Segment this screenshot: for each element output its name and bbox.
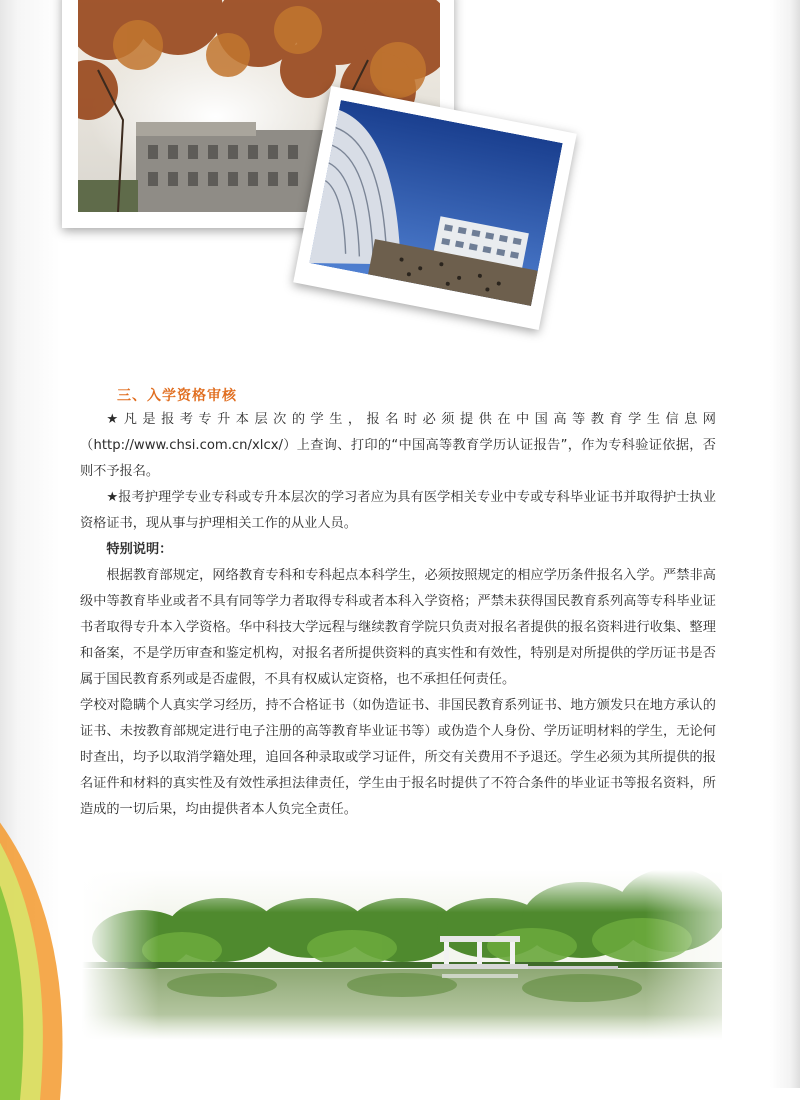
decorative-curve [0, 760, 80, 1100]
special-note-label: 特别说明： [106, 542, 173, 557]
paragraph-ministry-rules: 根据教育部规定，网络教育专科和专科起点本科学生，必须按照规定的相应学历条件报名入学。严禁非高级中等教育毕业或者不具有同等学力者取得专科或者本科入学资格；严禁未获得国民教育系列高等专科毕业证书者取得专升本入学资格。华中科技大学远程与继续教育学院只负责对报名者提供的报名资料进行收集、整理和备案，不是学历审查和鉴定机构，对报名者所提供资料的真实性和有效性，特别是对所提供的学历证书是否属于国民教育系列或是否虚假，不具有权威认定资格，也不承担任何责任。 [80, 568, 716, 687]
paragraph-disciplinary-rules: 学校对隐瞒个人真实学习经历，持不合格证书（如伪造证书、非国民教育系列证书、地方颁发只在地方承认的证书、未按教育部规定进行电子注册的高等教育毕业证书等）或伪造个人身份、学历证明材料的学生，无论何时查出，均予以取消学籍处理，追回各种录取或学习证件，所交有关费用不予退还。学生必须为其所提供的报名证件和材料的真实性及有效性承担法律责任，学生由于报名时提供了不符合条件的毕业证书等报名资料，所造成的一切后果，均由提供者本人负完全责任。 [80, 698, 716, 817]
section-title: 三、入学资格审核 [117, 388, 237, 404]
admission-text [80, 407, 716, 823]
paragraph-chsi-requirement: ★凡是报考专升本层次的学生，报名时必须提供在中国高等教育学生信息网（http://www.chsi.com.cn/xlcx/）上查询、打印的“中国高等教育学历认证报告”，作为专科验证依据，否则不予报名。 [80, 412, 716, 479]
paragraph-nursing-requirement: ★报考护理学专业专科或专升本层次的学习者应为具有医学相关专业中专或专科毕业证书并取得护士执业资格证书，现从事与护理相关工作的从业人员。 [80, 490, 716, 531]
lake-pavilion-photo [82, 870, 722, 1040]
